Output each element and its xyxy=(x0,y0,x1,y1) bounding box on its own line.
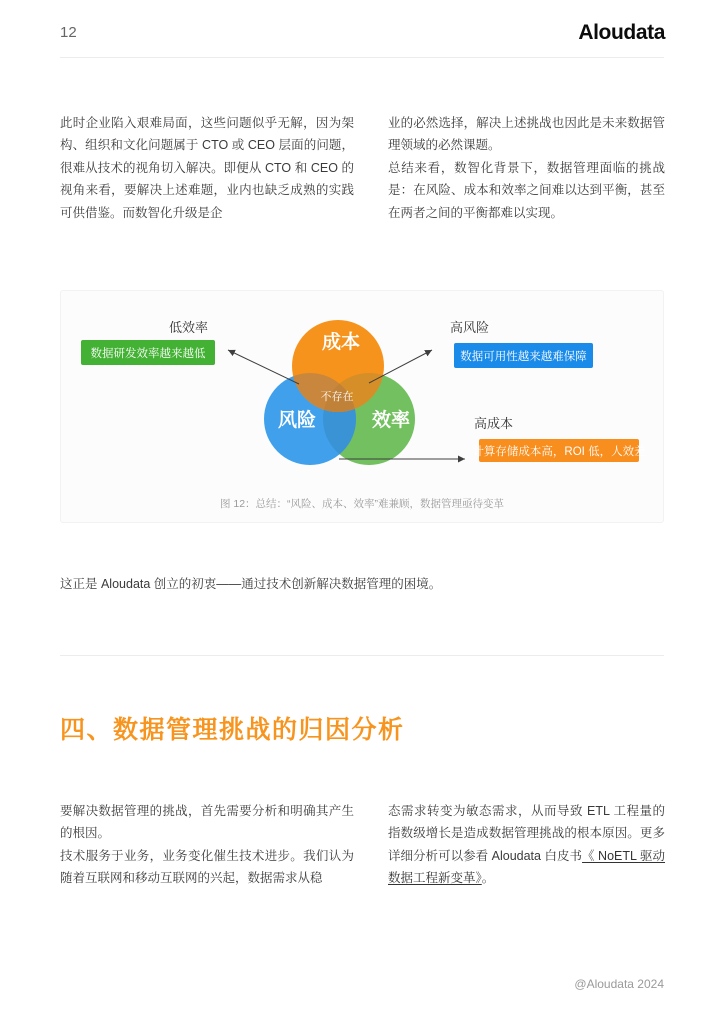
page-number: 12 xyxy=(60,24,77,41)
section-divider xyxy=(60,655,664,656)
callout-label-high-risk: 高风险 xyxy=(450,320,490,335)
noetl-whitepaper-link[interactable]: 《 NoETL 驱动数据工程新变革》 xyxy=(388,848,666,886)
venn-diagram xyxy=(61,291,665,524)
paragraph: 业的必然选择，解决上述挑战也因此是未来数据管理领域的必然课题。 xyxy=(388,116,665,153)
venn-label-efficiency: 效率 xyxy=(371,410,411,431)
callout-label-low-efficiency: 低效率 xyxy=(169,320,209,335)
paragraph: 总结来看，数智化背景下，数据管理面临的挑战是：在风险、成本和效率之间难以达到平衡，甚至在两者之间的平衡都难以实现。 xyxy=(388,160,665,220)
callout-box-low-efficiency: 数据研发效率越来越低 xyxy=(81,340,215,365)
callout-label-high-cost: 高成本 xyxy=(474,416,514,431)
text-before-link: 态需求转变为敏态需求，从而导致 ETL 工程量的指数级增长是造成数据管理挑战的根本原因。更多详细分析可以参看 Aloudata 白皮书 xyxy=(388,804,665,863)
arrow-to-low-efficiency xyxy=(228,350,299,384)
venn-label-risk: 风险 xyxy=(277,410,317,431)
header-divider xyxy=(60,57,664,58)
venn-label-cost: 成本 xyxy=(321,332,361,353)
figure-venn-panel xyxy=(60,290,664,523)
paragraph: 技术服务于业务，业务变化催生技术进步。我们认为随着互联网和移动互联网的兴起，数据需求从稳 xyxy=(60,848,354,886)
paragraph xyxy=(388,800,665,890)
aloudata-logo: Aloudata xyxy=(578,21,665,44)
section-title: 四、数据管理挑战的归因分析 xyxy=(60,716,405,744)
body-right-column xyxy=(388,800,665,890)
callout-box-high-risk: 数据可用性越来越难保障 xyxy=(454,343,593,368)
body-left-column xyxy=(60,800,354,890)
paragraph: 要解决数据管理的挑战，首先需要分析和明确其产生的根因。 xyxy=(60,804,354,841)
intro-right-column xyxy=(388,112,665,224)
callout-box-high-cost: 计算存储成本高，ROI 低，人效差 xyxy=(479,439,639,462)
mid-sentence: 这正是 Aloudata 创立的初衷——通过技术创新解决数据管理的困境。 xyxy=(60,577,442,591)
figure-caption: 图 12：总结：“风险、成本、效率”难兼顾，数据管理亟待变革 xyxy=(219,498,505,510)
venn-label-center: 不存在 xyxy=(320,391,354,403)
footer-copyright: @Aloudata 2024 xyxy=(574,977,664,991)
intro-left-column xyxy=(60,112,354,224)
text-after-link: 。 xyxy=(481,871,495,886)
paragraph: 此时企业陷入艰难局面，这些问题似乎无解，因为架构、组织和文化问题属于 CTO 或 CEO 层面的问题，很难从技术的视角切入解决。即便从 CTO 和 CEO 的视角来看，要解决上述难题，业内也缺乏成熟的实践可供借鉴。而数智化升级是企 xyxy=(60,116,354,220)
